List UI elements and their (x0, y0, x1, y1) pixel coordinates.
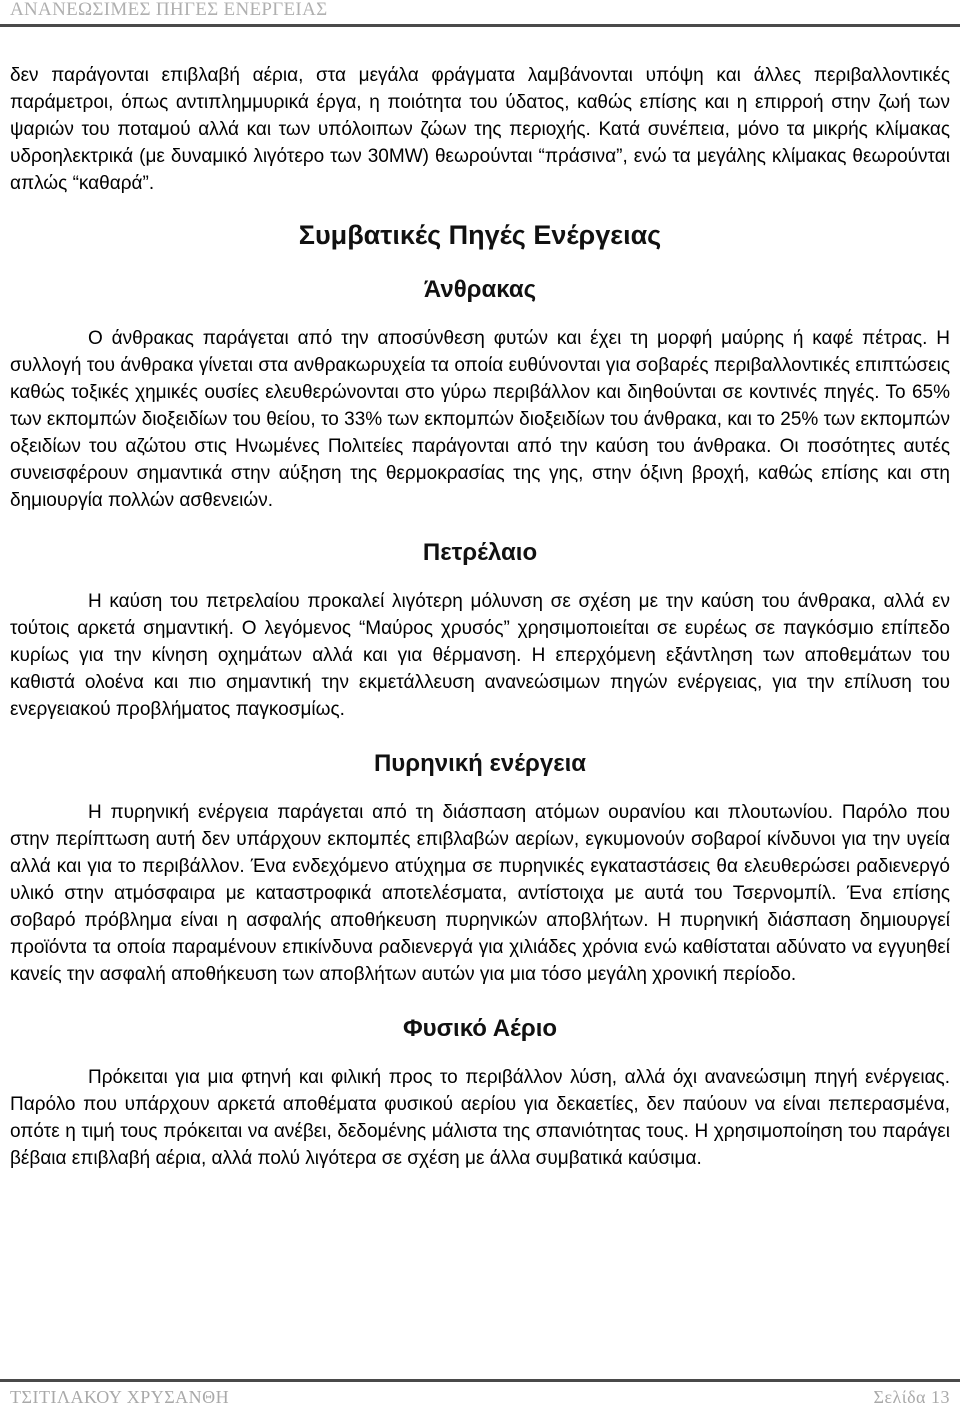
intro-paragraph: δεν παράγονται επιβλαβή αέρια, στα μεγάλα φράγματα λαμβάνονται υπόψη και άλλες περιβαλλοντικές παράμετροι, όπως αντιπλημμυρικά έργα, η ποιότητα του ύδατος, καθώς επίσης και η επιρροή στην ζωή των ψαριών του ποταμού αλλά και των υπόλοιπων ζώων της περιοχής. Κατά συνέπεια, μόνο τα μικρής κλίμακας υδροηλεκτρικά (με δυναμικό λιγότερο των 30MW) θεωρούνται “πράσινα”, ενώ τα μεγάλης κλίμακας θεωρούνται απλώς “καθαρά”. (10, 65, 950, 194)
nuclear-heading: Πυρηνική ενέργεια (373, 750, 587, 777)
oil-paragraph: Η καύση του πετρελαίου προκαλεί λιγότερη μόλυνση σε σχέση με την καύση του άνθρακα, αλλά εν τούτοις αρκετά σημαντική. Ο λεγόμενος “Μαύρος χρυσός” χρησιμοποιείται σε ευρέως σε παγκόσμιο επίπεδο κυρίως για την κίνηση οχημάτων αλλά και για θέρμανση. Η επερχόμενη εξάντληση των αποθεμάτων του καθιστά ολοένα και πιο σημαντική την εκμετάλλευση ανανεώσιμων πηγών ενέργειας, για την επίλυση του ενεργειακού προβλήματος παγκοσμίως. (10, 591, 950, 720)
nuclear-paragraph: Η πυρηνική ενέργεια παράγεται από τη διάσπαση ατόμων ουρανίου και πλουτωνίου. Παρόλο που στην περίπτωση αυτή δεν υπάρχουν εκπομπές επιβλαβών αερίων, εγκυμονούν σοβαροί κίνδυνοι για την υγεία αλλά και για το περιβάλλον. Ένα ενδεχόμενο ατύχημα σε πυρηνικές εγκαταστάσεις θα ελευθερώσει ραδιενεργό υλικό στην ατμόσφαιρα με καταστροφικά αποτελέσματα, αντίστοιχα με αυτά του Τσερνομπίλ. Ένα επίσης σοβαρό πρόβλημα είναι η ασφαλής αποθήκευση πυρηνικών αποβλήτων. Η πυρηνική διάσπαση δημιουργεί προϊόντα τα οποία παραμένουν επικίνδυνα ραδιενεργά για χιλιάδες χρόνια ενώ καθίσταται αδύνατο να εγγυηθεί κανείς την ασφαλή αποθήκευση των αποβλήτων αυτών για μια τόσο μεγάλη χρονική περίοδο. (10, 802, 950, 985)
header-divider (0, 24, 960, 27)
document-title: ΑΝΑΝΕΩΣΙΜΕΣ ΠΗΓΕΣ ΕΝΕΡΓΕΙΑΣ (10, 0, 328, 20)
coal-paragraph: Ο άνθρακας παράγεται από την αποσύνθεση φυτών και έχει τη μορφή μαύρης ή καφέ πέτρας. Η συλλογή του άνθρακα γίνεται στα ανθρακωρυχεία τα οποία ευθύνονται για σοβαρές περιβαλλοντικές επιπτώσεις καθώς τοξικές χημικές ουσίες ελευθερώνονται στο γύρω περιβάλλον και διηθούνται σε κοντινές πηγές. Το 65% των εκπομπών διοξειδίων του θείου, το 33% των εκπομπών διοξειδίων του άνθρακα, και το 25% των εκπομπών οξειδίων του αζώτου στις Ηνωμένες Πολιτείες παράγονται από την καύση του άνθρακα. Οι ποσότητες αυτές συνεισφέρουν σημαντικά στην αύξηση της θερμοκρασίας της γης, στην όξινη βροχή, καθώς επίσης και στη δημιουργία πολλών ασθενειών. (10, 328, 950, 511)
gas-paragraph: Πρόκειται για μια φτηνή και φιλική προς το περιβάλλον λύση, αλλά όχι ανανεώσιμη πηγή ενέργειας. Παρόλο που υπάρχουν αρκετά αποθέματα φυσικού αερίου για δεκαετίες, δεν παύουν να είναι πεπερασμένα, οπότε η τιμή τους πρόκειται να ανέβει, δεδομένης μάλιστα της σπανιότητας τους. Η χρησιμοποίηση του παράγει βέβαια επιβλαβή αέρια, αλλά πολύ λιγότερα σε σχέση με άλλα συμβατικά καύσιμα. (10, 1067, 950, 1169)
page-number: Σελίδα 13 (873, 1387, 950, 1407)
coal-heading: Άνθρακας (423, 276, 537, 303)
page-header (10, 0, 950, 22)
page-footer (0, 1379, 960, 1413)
oil-heading: Πετρέλαιο (422, 539, 538, 566)
document-body (10, 62, 950, 1172)
footer-author: ΤΣΙΤΙΛΑΚΟΥ ΧΡΥΣΑΝΘΗ (10, 1387, 230, 1407)
gas-heading: Φυσικό Αέριο (402, 1015, 558, 1042)
section-heading: Συμβατικές Πηγές Ενέργειας (298, 220, 662, 250)
footer-divider (0, 1379, 960, 1382)
